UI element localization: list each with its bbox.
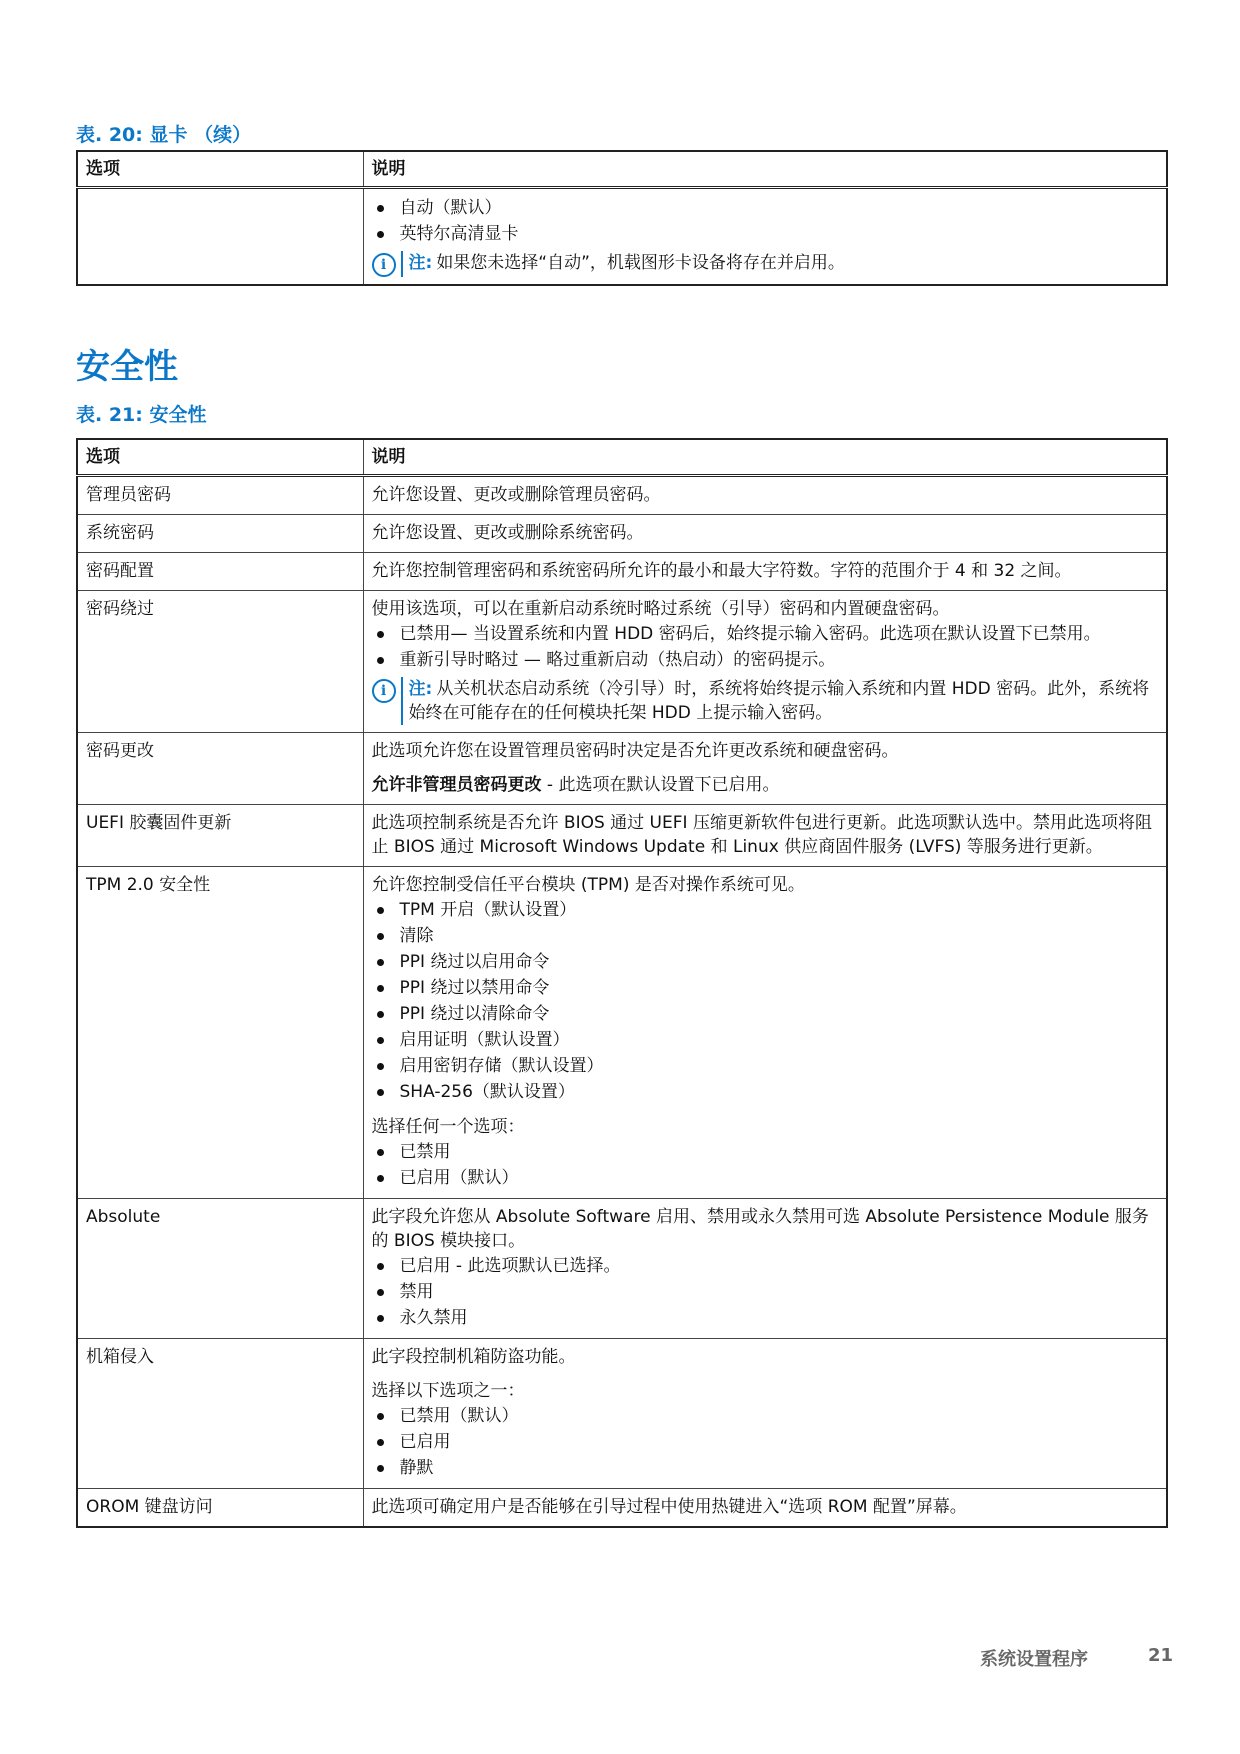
- bold-option-name: 允许非管理员密码更改: [371, 775, 542, 795]
- option-cell: 机箱侵入: [77, 1339, 363, 1489]
- table-header-row: [77, 439, 1167, 476]
- table-row: [77, 867, 1167, 1199]
- table-row: [77, 1489, 1167, 1528]
- table-row: [77, 591, 1167, 733]
- list-item: 重新引导时略过 — 略过重新启动（热启动）的密码提示。: [372, 647, 1159, 673]
- list-item: SHA-256（默认设置）: [372, 1079, 1159, 1105]
- list-item: 禁用: [372, 1279, 1159, 1305]
- note: [372, 251, 1159, 277]
- list-item: 已启用: [372, 1429, 1159, 1455]
- description-cell: [363, 867, 1167, 1199]
- bullet-list: [372, 621, 1159, 673]
- list-item: PPI 绕过以禁用命令: [372, 975, 1159, 1001]
- list-item: PPI 绕过以启用命令: [372, 949, 1159, 975]
- list-item: 已禁用: [372, 1139, 1159, 1165]
- description-cell: [363, 591, 1167, 733]
- table-header-row: [77, 151, 1167, 188]
- option-cell: 密码更改: [77, 733, 363, 805]
- info-icon: i: [372, 253, 396, 277]
- list-item: 已禁用（默认）: [372, 1403, 1159, 1429]
- option-state-text: - 此选项在默认设置下已启用。: [541, 775, 780, 795]
- option-cell: Absolute: [77, 1199, 363, 1339]
- description-cell: 允许您设置、更改或删除管理员密码。: [363, 476, 1167, 515]
- description-text: 此选项允许您在设置管理员密码时决定是否允许更改系统和硬盘密码。: [371, 741, 899, 761]
- list-item: 已禁用— 当设置系统和内置 HDD 密码后，始终提示输入密码。此选项在默认设置下已禁用。: [372, 621, 1159, 647]
- table-21-caption: 表. 21: 安全性: [76, 404, 207, 426]
- list-item: 静默: [372, 1455, 1159, 1481]
- note-label: 注:: [408, 679, 433, 699]
- list-item: 英特尔高清显卡: [372, 221, 1159, 247]
- description-cell: [363, 733, 1167, 805]
- table-row: [77, 188, 1167, 286]
- column-header-option: 选项: [77, 151, 363, 188]
- description-text: 此字段控制机箱防盗功能。: [371, 1347, 576, 1367]
- table-row: [77, 733, 1167, 805]
- info-icon: i: [372, 679, 396, 703]
- list-item: 启用密钥存储（默认设置）: [372, 1053, 1159, 1079]
- option-cell: 密码配置: [77, 553, 363, 591]
- section-heading: 安全性: [76, 347, 178, 387]
- option-cell: UEFI 胶囊固件更新: [77, 805, 363, 867]
- table-20-caption: 表. 20: 显卡 （续）: [76, 124, 252, 146]
- table-row: [77, 476, 1167, 515]
- list-item: 已启用 - 此选项默认已选择。: [372, 1253, 1159, 1279]
- note-divider: [401, 677, 403, 725]
- note-label: 注:: [408, 253, 433, 273]
- list-item: 已启用（默认）: [372, 1165, 1159, 1191]
- description-cell: 此选项控制系统是否允许 BIOS 通过 UEFI 压缩更新软件包进行更新。此选项默认选中。禁用此选项将阻止 BIOS 通过 Microsoft Windows Update 和 Linux 供应商固件服务 (LVFS) 等服务进行更新。: [363, 805, 1167, 867]
- bullet-list: [372, 1403, 1159, 1481]
- bullet-list: [372, 1139, 1159, 1191]
- option-cell: OROM 键盘访问: [77, 1489, 363, 1528]
- description-text: 选择任何一个选项：: [371, 1117, 525, 1137]
- description-cell: [363, 188, 1167, 286]
- option-cell: TPM 2.0 安全性: [77, 867, 363, 1199]
- description-text: 允许您控制受信任平台模块 (TPM) 是否对操作系统可见。: [371, 875, 805, 895]
- bullet-list: [372, 897, 1159, 1105]
- option-cell: 密码绕过: [77, 591, 363, 733]
- footer-chapter-title: 系统设置程序: [980, 1649, 1088, 1670]
- column-header-description: 说明: [363, 151, 1167, 188]
- column-header-description: 说明: [363, 439, 1167, 476]
- table-row: [77, 1199, 1167, 1339]
- list-item: PPI 绕过以清除命令: [372, 1001, 1159, 1027]
- bullet-list: [372, 195, 1159, 247]
- note-text: 如果您未选择“自动”，机载图形卡设备将存在并启用。: [436, 253, 845, 273]
- table-row: [77, 515, 1167, 553]
- description-text: 选择以下选项之一：: [371, 1381, 525, 1401]
- column-header-option: 选项: [77, 439, 363, 476]
- note-text: 从关机状态启动系统（冷引导）时，系统将始终提示输入系统和内置 HDD 密码。此外，系统将始终在可能存在的任何模块托架 HDD 上提示输入密码。: [408, 679, 1150, 723]
- description-text: 使用该选项，可以在重新启动系统时略过系统（引导）密码和内置硬盘密码。: [371, 599, 950, 619]
- table-row: [77, 1339, 1167, 1489]
- list-item: 自动（默认）: [372, 195, 1159, 221]
- table-row: [77, 553, 1167, 591]
- list-item: 清除: [372, 923, 1159, 949]
- description-cell: [363, 1339, 1167, 1489]
- list-item: 永久禁用: [372, 1305, 1159, 1331]
- note-divider: [401, 251, 403, 277]
- table-20: [76, 150, 1168, 286]
- list-item: 启用证明（默认设置）: [372, 1027, 1159, 1053]
- description-cell: 允许您控制管理密码和系统密码所允许的最小和最大字符数。字符的范围介于 4 和 32 之间。: [363, 553, 1167, 591]
- description-text: 此字段允许您从 Absolute Software 启用、禁用或永久禁用可选 Absolute Persistence Module 服务的 BIOS 模块接口。: [371, 1207, 1149, 1251]
- description-cell: 此选项可确定用户是否能够在引导过程中使用热键进入“选项 ROM 配置”屏幕。: [363, 1489, 1167, 1528]
- description-cell: [363, 1199, 1167, 1339]
- option-cell: 管理员密码: [77, 476, 363, 515]
- description-text: [372, 773, 1159, 797]
- description-cell: 允许您设置、更改或删除系统密码。: [363, 515, 1167, 553]
- list-item: TPM 开启（默认设置）: [372, 897, 1159, 923]
- option-cell: 系统密码: [77, 515, 363, 553]
- bullet-list: [372, 1253, 1159, 1331]
- table-row: [77, 805, 1167, 867]
- page-number: 21: [1148, 1645, 1174, 1666]
- note: [372, 677, 1159, 725]
- table-21: [76, 438, 1168, 1528]
- option-cell: [77, 188, 363, 286]
